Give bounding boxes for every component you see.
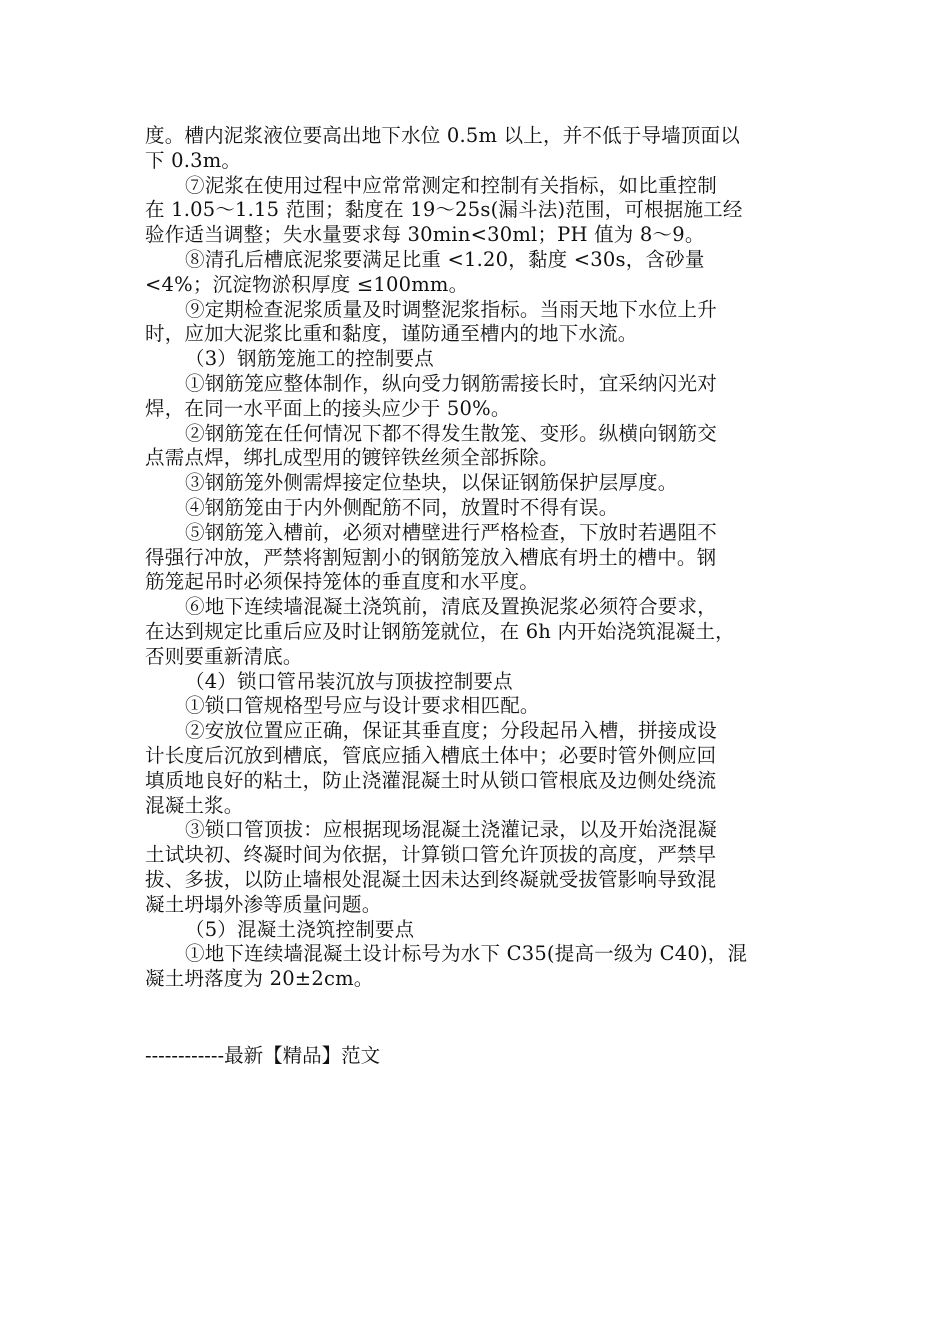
text-line: ⑥地下连续墙混凝土浇筑前，清底及置换泥浆必须符合要求， [185,595,717,619]
text-line: ⑤钢筋笼入槽前，必须对槽壁进行严格检查，下放时若遇阻不 [185,520,717,544]
text-line: 在 1.05～1.15 范围；黏度在 19～25s(漏斗法)范围，可根据施工经 [145,198,743,222]
text-line: ⑦泥浆在使用过程中应常常测定和控制有关指标，如比重控制 [185,173,717,197]
text-line: 焊，在同一水平面上的接头应少于 50%。 [145,396,511,420]
text-line: 时，应加大泥浆比重和黏度，谨防通至槽内的地下水流。 [145,322,638,346]
text-line: 拔、多拔，以防止墙根处混凝土因未达到终凝就受拔管影响导致混 [145,867,717,891]
text-line: ③钢筋笼外侧需焊接定位垫块，以保证钢筋保护层厚度。 [185,471,678,495]
text-line: ⑨定期检查泥浆质量及时调整泥浆指标。当雨天地下水位上升 [185,297,717,321]
text-line: 凝土坍塌外渗等质量问题。 [145,892,382,916]
text-line: 点需点焊，绑扎成型用的镀锌铁丝须全部拆除。 [145,446,559,470]
text-line: 凝土坍落度为 20±2cm。 [145,967,374,991]
text-line: 度。槽内泥浆液位要高出地下水位 0.5m 以上，并不低于导墙顶面以 [145,124,740,147]
text-line: 在达到规定比重后应及时让钢筋笼就位，在 6h 内开始浇筑混凝土， [145,619,735,643]
text-line: ⑧清孔后槽底泥浆要满足比重 <1.20，黏度 <30s，含砂量 [185,247,705,271]
text-line: 填质地良好的粘土，防止浇灌混凝土时从锁口管根底及边侧处绕流 [145,768,717,792]
text-line: 验作适当调整；失水量要求每 30min<30ml；PH 值为 8～9。 [145,223,705,247]
text-line: （3）钢筋笼施工的控制要点 [185,347,435,371]
text-line: 土试块初、终凝时间为依据，计算锁口管允许顶拔的高度，严禁早 [145,843,717,867]
text-line: 计长度后沉放到槽底，管底应插入槽底土体中；必要时管外侧应回 [145,743,717,767]
text-line: ②安放位置应正确，保证其垂直度；分段起吊入槽，拼接成设 [185,719,717,743]
text-line: 混凝土浆。 [145,793,244,817]
text-line: ④钢筋笼由于内外侧配筋不同，放置时不得有误。 [185,495,619,519]
text-line: <4%；沉淀物淤积厚度 ≤100mm。 [145,272,469,296]
text-line: 筋笼起吊时必须保持笼体的垂直度和水平度。 [145,570,540,594]
text-line: （4）锁口管吊装沉放与顶拔控制要点 [185,669,513,693]
text-line: （5）混凝土浇筑控制要点 [185,917,415,941]
text-line: 否则要重新清底。 [145,644,303,668]
footer-label: ------------最新【精品】范文 [145,1044,381,1067]
text-line: ①地下连续墙混凝土设计标号为水下 C35(提高一级为 C40)，混 [185,942,748,966]
document-body [145,124,805,992]
text-line: 下 0.3m。 [145,148,242,172]
text-line: 得强行冲放，严禁将割短割小的钢筋笼放入槽底有坍土的槽中。钢 [145,545,717,569]
text-line: ①钢筋笼应整体制作，纵向受力钢筋需接长时，宜采纳闪光对 [185,371,717,395]
text-line: ③锁口管顶拔：应根据现场混凝土浇灌记录，以及开始浇混凝 [185,818,717,842]
text-line: ②钢筋笼在任何情况下都不得发生散笼、变形。纵横向钢筋交 [185,421,717,445]
text-line: ①锁口管规格型号应与设计要求相匹配。 [185,694,540,718]
